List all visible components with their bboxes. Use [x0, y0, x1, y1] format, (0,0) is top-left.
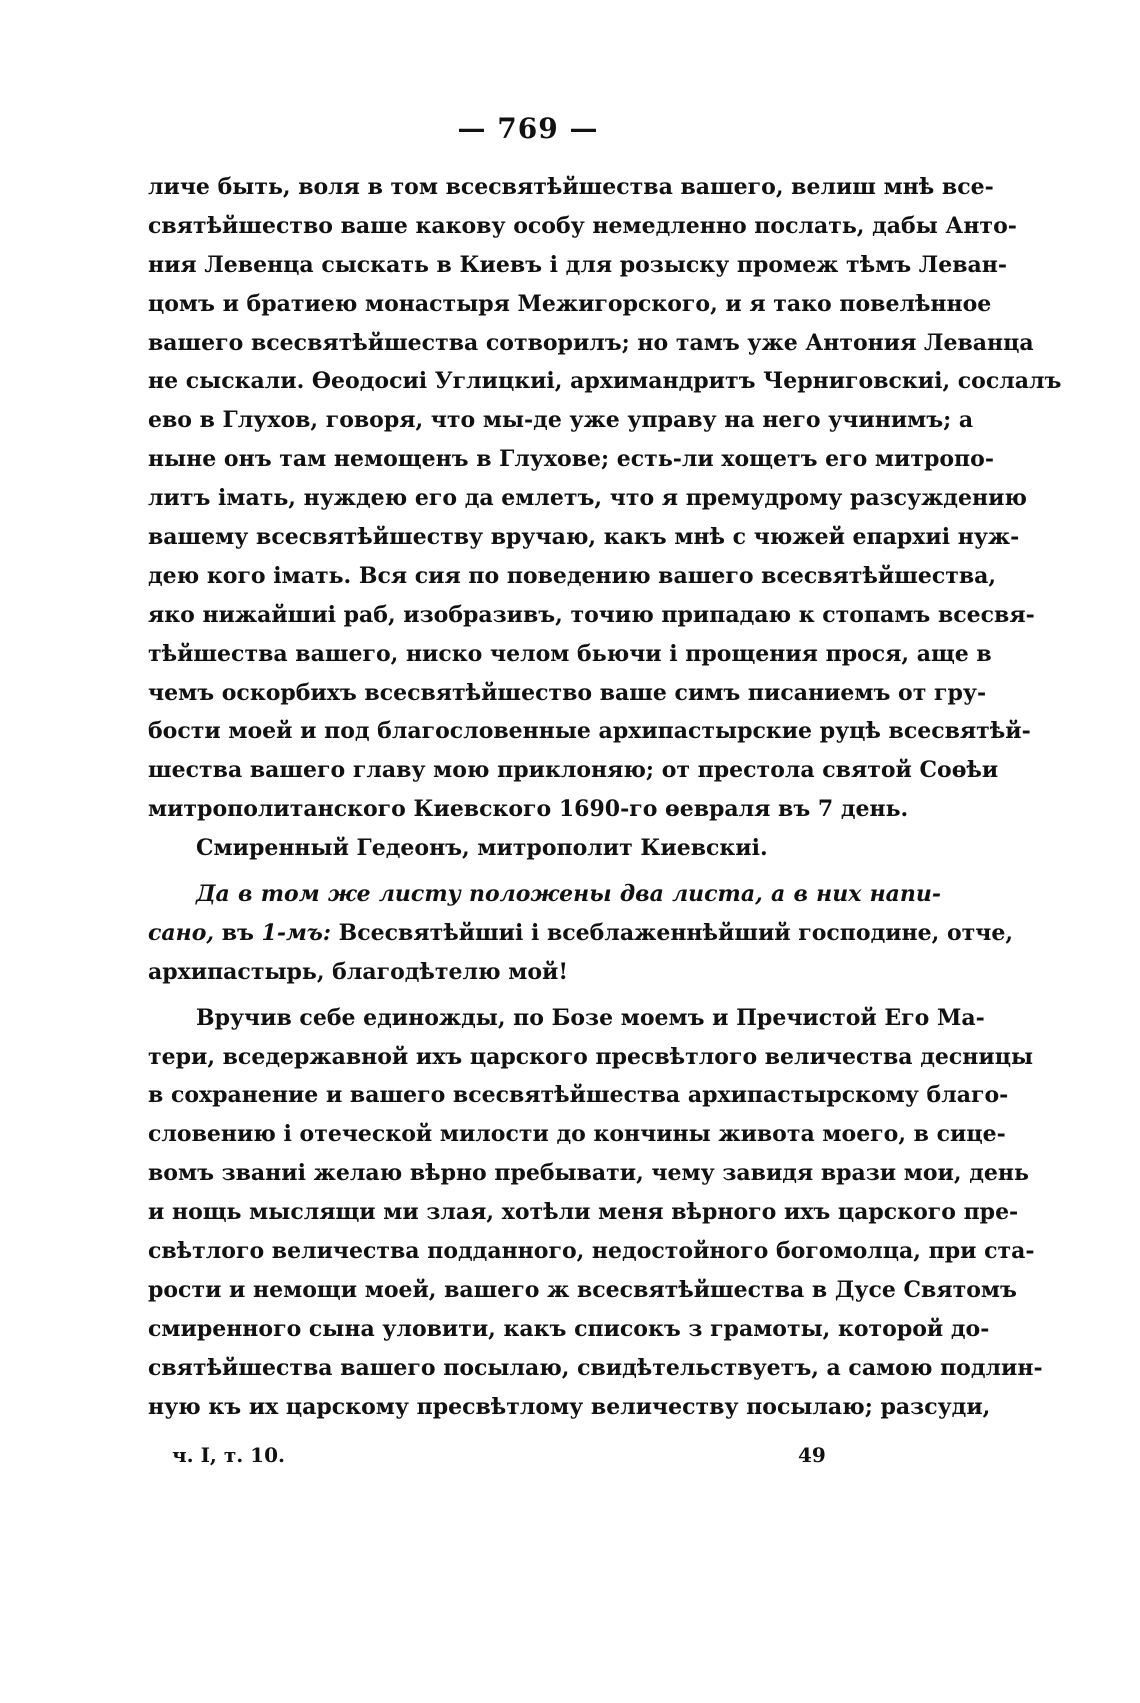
text-line: митрополитанского Киевского 1690-го өевраля въ 7 день. — [148, 796, 909, 823]
sheet-number: 49 — [798, 1443, 826, 1467]
text-line: литъ імать, нуждею его да емлетъ, что я премудрому разсуждению — [148, 485, 1027, 512]
text-line: смиренного сына уловити, какъ списокъ з грамоты, которой до- — [148, 1315, 990, 1342]
text-line: чемъ оскорбихъ всесвятѣйшество ваше симъ писаниемъ от гру- — [148, 679, 987, 706]
text-line: ево в Глухов, говоря, что мы-де уже управу на него учинимъ; а — [148, 407, 974, 434]
text-segment: Всесвятѣйшиі і всеблаженнѣйший господине, отче, — [331, 919, 1014, 946]
text-line: тери, вседержавной ихъ царского пресвѣтлого величества десницы — [148, 1043, 1033, 1070]
paragraph-3 — [148, 999, 1043, 1427]
text-line: яко нижайшиі раб, изобразивъ, точию припадаю к стопамъ всесвя- — [148, 601, 1035, 628]
italic-word: сано, — [148, 919, 215, 946]
printer-signature-mark: ч. I, т. 10. — [172, 1443, 285, 1467]
text-line: словению і отеческой милости до кончины живота моего, в сице- — [148, 1121, 1006, 1148]
page-footer — [172, 1438, 872, 1472]
text-line: дею кого імать. Вся сия по поведению вашего всесвятѣйшества, — [148, 562, 997, 589]
text-line: бости моей и под благословенные архипастырские руцѣ всесвятѣй- — [148, 718, 1031, 745]
signature: Смиренный Гедеонъ, митрополит Киевскиі. — [196, 835, 768, 862]
italic-word: 1-мъ: — [261, 919, 331, 946]
italic-intro-line: Да в том же листу положены два листа, а в них напи- — [196, 881, 941, 908]
text-line: в сохранение и вашего всесвятѣйшества архипастырскому благо- — [148, 1082, 1009, 1109]
text-line: Вручив себе единожды, по Бозе моемъ и Пречистой Его Ма- — [196, 1004, 985, 1031]
text-line: личе быть, воля в том всесвятѣйшества вашего, велиш мнѣ все- — [148, 174, 994, 200]
text-line: шества вашего главу мою приклоняю; от престола святой Соөѣи — [148, 757, 999, 784]
paragraph-1 — [148, 168, 1062, 829]
text-line: свѣтлого величества подданного, недостойного богомолца, при ста- — [148, 1238, 1035, 1265]
text-line: ную къ их царскому пресвѣтлому величеству посылаю; разсуди, — [148, 1393, 991, 1420]
text-line: ныне онъ там немощенъ в Глухове; есть-ли хощетъ его митропо- — [148, 446, 994, 473]
text-block — [148, 168, 1062, 1427]
text-line — [148, 914, 1014, 953]
text-line: ния Левенца сыскать в Киевъ і для розыску промеж тѣмъ Леван- — [148, 251, 1008, 278]
text-line: и нощь мыслящи ми злая, хотѣли меня вѣрного ихъ царского пре- — [148, 1199, 1019, 1226]
text-line: святѣйшество ваше какову особу немедленно послать, дабы Анто- — [148, 212, 1017, 239]
paragraph-2 — [148, 875, 1014, 992]
page-number: — 769 — — [457, 112, 599, 145]
text-line: рости и немощи моей, вашего ж всесвятѣйшества в Дусе Святомъ — [148, 1276, 1017, 1303]
text-line: вомъ званиі желаю вѣрно пребывати, чему завидя врази мои, день — [148, 1160, 1029, 1187]
text-line: вашего всесвятѣйшества сотворилъ; но тамъ уже Антония Леванца — [148, 329, 1034, 356]
text-line: цомъ и братиею монастыря Межигорского, и я тако повелѣнное — [148, 290, 992, 317]
text-line: не сыскали. Өеодосиі Углицкиі, архимандритъ Черниговскиі, сослалъ — [148, 368, 1062, 395]
text-line: архипастырь, благодѣтелю мой! — [148, 958, 568, 985]
text-line: тѣйшества вашего, ниско челом бьючи і прощения прося, аще в — [148, 640, 992, 667]
text-line: вашему всесвятѣйшеству вручаю, какъ мнѣ с чюжей епархиі нуж- — [148, 524, 1020, 551]
text-line: святѣйшества вашего посылаю, свидѣтельствуетъ, а самою подлин- — [148, 1354, 1043, 1381]
text-segment: въ — [214, 919, 262, 946]
